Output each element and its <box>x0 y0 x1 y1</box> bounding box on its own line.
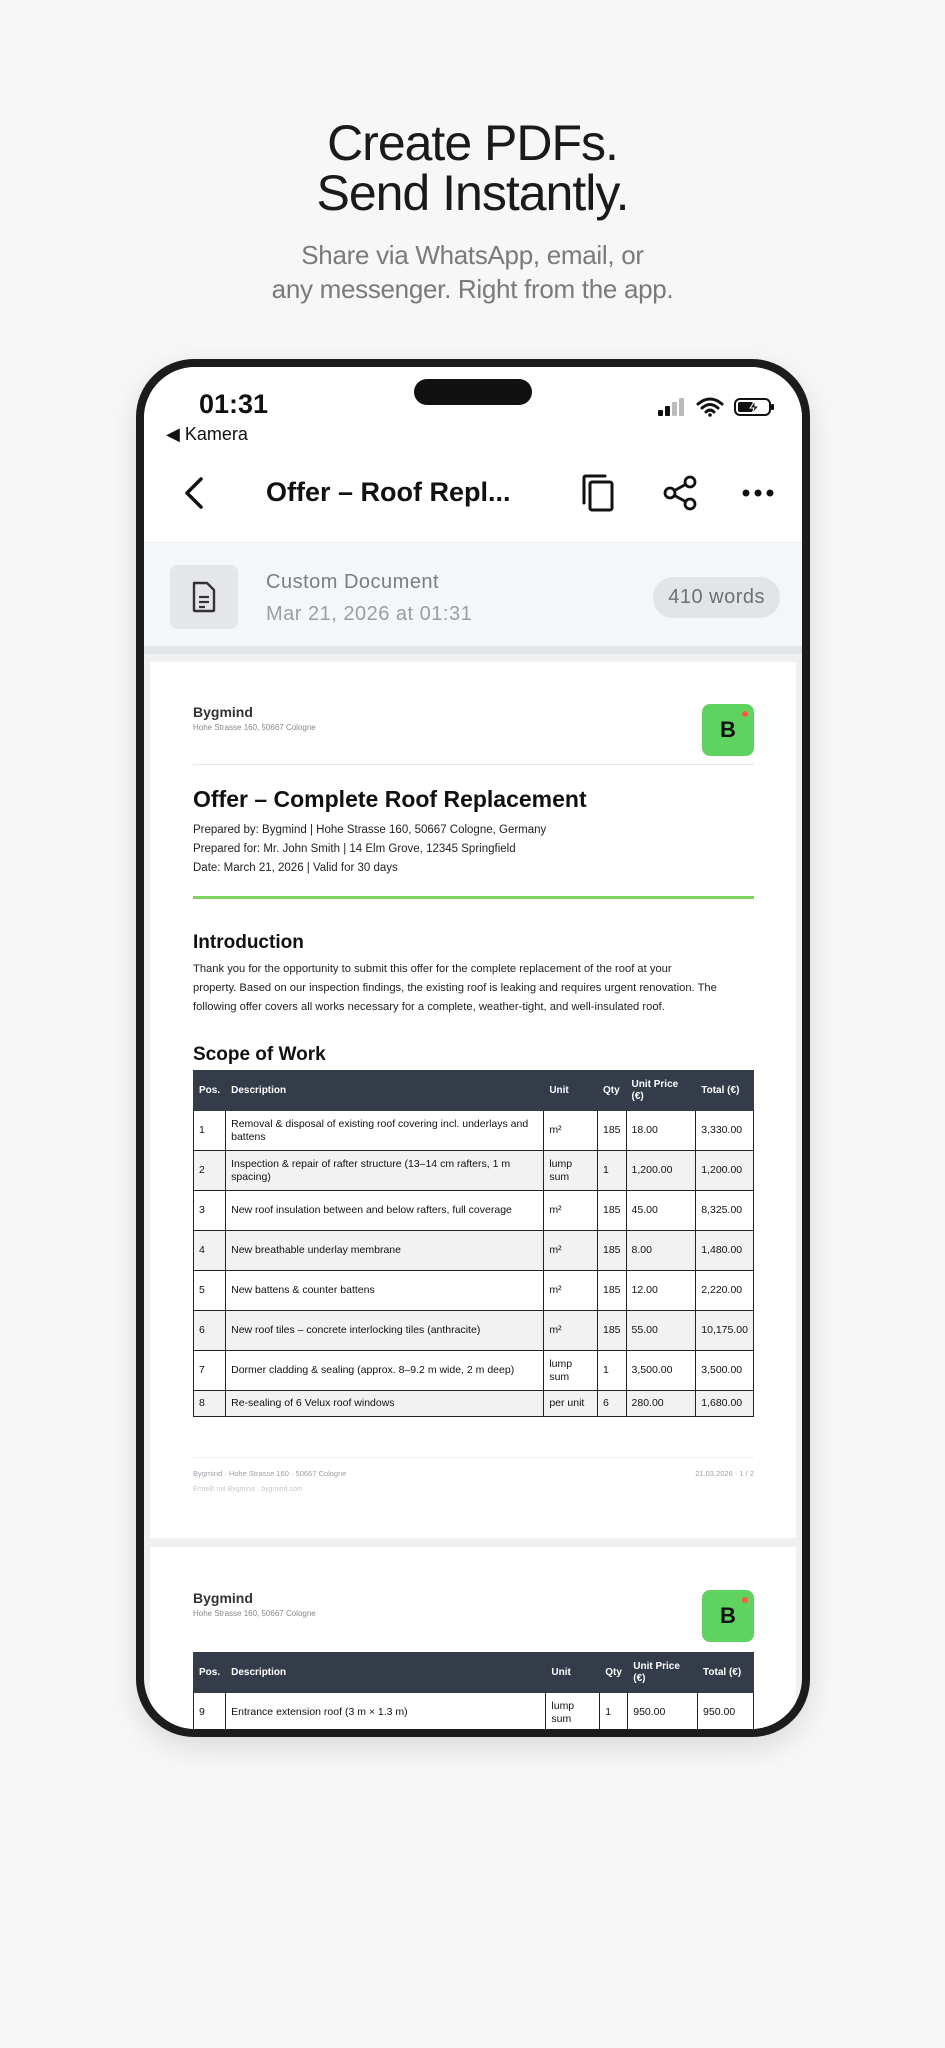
col-unit-price-header: Unit Price (€) <box>626 1071 696 1111</box>
cell-unit-price: 1,200.00 <box>626 1151 696 1191</box>
cell-description: Dormer cladding & sealing (approx. 8–9.2 m wide, 2 m deep) <box>226 1351 544 1391</box>
company-address: Hohe Strasse 160, 50667 Cologne <box>193 723 316 732</box>
status-time: 01:31 <box>199 389 269 419</box>
chevron-left-icon <box>182 475 206 511</box>
cell-pos: 9 <box>194 1693 226 1730</box>
table-row <box>194 1351 754 1391</box>
prepared-by: Prepared by: Bygmind | Hohe Strasse 160, 50667 Cologne, Germany <box>193 824 547 836</box>
col-description-header: Description <box>226 1653 546 1693</box>
cell-qty: 185 <box>598 1311 627 1351</box>
table-row <box>194 1231 754 1271</box>
table-row <box>194 1311 754 1351</box>
col-description-header: Description <box>226 1071 544 1111</box>
footer-divider <box>193 1457 754 1458</box>
offer-date: Date: March 21, 2026 | Valid for 30 days <box>193 862 398 874</box>
cell-qty: 185 <box>598 1271 627 1311</box>
more-options-button[interactable] <box>728 463 788 523</box>
table-header-row <box>194 1071 754 1111</box>
cell-pos: 5 <box>194 1271 226 1311</box>
cell-unit: m² <box>544 1231 598 1271</box>
cell-description: Removal & disposal of existing roof covering incl. underlays and battens <box>226 1111 544 1151</box>
table-row <box>194 1191 754 1231</box>
introduction-line: Thank you for the opportunity to submit this offer for the complete replacement of the roof at your <box>193 963 672 975</box>
col-pos-header: Pos. <box>194 1653 226 1693</box>
document-type: Custom Document <box>266 571 440 593</box>
cell-unit: m² <box>544 1111 598 1151</box>
cell-pos: 4 <box>194 1231 226 1271</box>
cell-qty: 185 <box>598 1111 627 1151</box>
cell-unit: lump sum <box>544 1351 598 1391</box>
col-pos-header: Pos. <box>194 1071 226 1111</box>
table-row <box>194 1271 754 1311</box>
company-logo-letter: B <box>720 717 736 742</box>
cell-qty: 185 <box>598 1231 627 1271</box>
cell-total: 950.00 <box>698 1693 754 1730</box>
share-icon <box>662 475 698 511</box>
introduction-line: following offer covers all works necessary for a complete, weather-tight, and well-insulated roof. <box>193 1001 665 1013</box>
table-row <box>194 1151 754 1191</box>
page-footer <box>193 1469 754 1478</box>
offer-heading-block <box>193 786 754 878</box>
cell-unit-price: 3,500.00 <box>626 1351 696 1391</box>
cell-qty: 1 <box>598 1151 627 1191</box>
page-header <box>193 1590 754 1646</box>
cell-unit-price: 45.00 <box>626 1191 696 1231</box>
cell-total: 2,220.00 <box>696 1271 754 1311</box>
logo-dot <box>742 1597 748 1603</box>
cell-pos: 1 <box>194 1111 226 1151</box>
cellular-signal-icon <box>658 398 686 416</box>
accent-rule <box>193 896 754 899</box>
header-divider <box>193 764 754 765</box>
hero-section <box>0 115 945 306</box>
col-unit-header: Unit <box>546 1653 600 1693</box>
cell-description: Re-sealing of 6 Velux roof windows <box>226 1391 544 1417</box>
company-logo <box>702 1590 754 1642</box>
table-row <box>194 1111 754 1151</box>
table-header-row <box>194 1653 754 1693</box>
cell-total: 3,500.00 <box>696 1351 754 1391</box>
cell-description: New roof tiles – concrete interlocking tiles (anthracite) <box>226 1311 544 1351</box>
phone-frame <box>136 359 810 1737</box>
hero-subtitle <box>0 238 945 306</box>
document-icon <box>170 565 238 629</box>
status-bar <box>144 367 802 447</box>
cell-unit: lump sum <box>544 1151 598 1191</box>
col-qty-header: Qty <box>600 1653 628 1693</box>
cell-unit-price: 18.00 <box>626 1111 696 1151</box>
hero-subtitle-line1: Share via WhatsApp, email, or <box>301 240 644 270</box>
company-logo-letter: B <box>720 1603 736 1628</box>
cell-unit: per unit <box>544 1391 598 1417</box>
cell-unit-price: 55.00 <box>626 1311 696 1351</box>
scope-table-continued <box>193 1652 754 1729</box>
cell-qty: 1 <box>600 1693 628 1730</box>
nav-bar <box>144 447 802 541</box>
col-total-header: Total (€) <box>696 1071 754 1111</box>
offer-title: Offer – Complete Roof Replacement <box>193 786 587 812</box>
introduction-line: property. Based on our inspection findings, the existing roof is leaking and requires urgent renovation. The <box>193 982 717 994</box>
cell-pos: 3 <box>194 1191 226 1231</box>
back-button[interactable] <box>164 463 224 523</box>
cell-unit-price: 12.00 <box>626 1271 696 1311</box>
wifi-icon <box>696 397 724 417</box>
cell-pos: 8 <box>194 1391 226 1417</box>
more-horizontal-icon <box>742 488 774 498</box>
cell-description: Inspection & repair of rafter structure (13–14 cm rafters, 1 m spacing) <box>226 1151 544 1191</box>
cell-qty: 6 <box>598 1391 627 1417</box>
share-button[interactable] <box>650 463 710 523</box>
cell-pos: 2 <box>194 1151 226 1191</box>
cell-description: Entrance extension roof (3 m × 1.3 m) <box>226 1693 546 1730</box>
phone-screen <box>144 367 802 1729</box>
nav-title: Offer – Roof Repl... <box>266 477 511 507</box>
scope-heading: Scope of Work <box>193 1044 326 1065</box>
cell-total: 1,680.00 <box>696 1391 754 1417</box>
back-to-app-link[interactable]: ◀ Kamera <box>166 424 248 444</box>
cell-qty: 185 <box>598 1191 627 1231</box>
col-total-header: Total (€) <box>698 1653 754 1693</box>
cell-total: 1,480.00 <box>696 1231 754 1271</box>
col-unit-price-header: Unit Price (€) <box>628 1653 698 1693</box>
logo-dot <box>742 711 748 717</box>
battery-charging-icon <box>734 397 776 417</box>
cell-total: 8,325.00 <box>696 1191 754 1231</box>
status-icons <box>658 397 776 417</box>
cell-unit: m² <box>544 1191 598 1231</box>
company-logo <box>702 704 754 756</box>
cell-unit: m² <box>544 1311 598 1351</box>
cell-total: 10,175.00 <box>696 1311 754 1351</box>
footer-page-number: 21.03.2026 · 1 / 2 <box>695 1469 754 1478</box>
table-row <box>194 1693 754 1730</box>
col-unit-header: Unit <box>544 1071 598 1111</box>
cell-unit: lump sum <box>546 1693 600 1730</box>
copy-button[interactable] <box>568 463 628 523</box>
scope-section <box>193 1044 754 1417</box>
document-info-bar <box>144 541 802 654</box>
company-address: Hohe Strasse 160, 50667 Cologne <box>193 1609 316 1618</box>
document-date: Mar 21, 2026 at 01:31 <box>266 603 473 625</box>
introduction-text <box>193 960 754 1017</box>
table-row <box>194 1391 754 1417</box>
hero-title-line1: Create PDFs. <box>327 115 618 171</box>
col-qty-header: Qty <box>598 1071 627 1111</box>
introduction-section <box>193 932 754 1017</box>
cell-total: 3,330.00 <box>696 1111 754 1151</box>
company-name: Bygmind <box>193 704 253 720</box>
cell-description: New battens & counter battens <box>226 1271 544 1311</box>
introduction-heading: Introduction <box>193 932 304 953</box>
cell-unit-price: 8.00 <box>626 1231 696 1271</box>
company-name: Bygmind <box>193 1590 253 1606</box>
copy-icon <box>580 473 616 513</box>
cell-qty: 1 <box>598 1351 627 1391</box>
word-count-badge: 410 words <box>653 577 780 618</box>
cell-unit: m² <box>544 1271 598 1311</box>
page-header <box>193 704 754 760</box>
hero-title <box>0 115 945 221</box>
dynamic-island <box>414 379 532 405</box>
pdf-page-1 <box>150 662 796 1538</box>
cell-pos: 6 <box>194 1311 226 1351</box>
cell-description: New roof insulation between and below rafters, full coverage <box>226 1191 544 1231</box>
cell-pos: 7 <box>194 1351 226 1391</box>
footer-sub: Erstellt mit Bygmind · bygmind.com <box>193 1486 303 1493</box>
hero-subtitle-line2: any messenger. Right from the app. <box>271 274 674 304</box>
prepared-for: Prepared for: Mr. John Smith | 14 Elm Grove, 12345 Springfield <box>193 843 516 855</box>
cell-description: New breathable underlay membrane <box>226 1231 544 1271</box>
pdf-page-2 <box>150 1547 796 1729</box>
cell-unit-price: 950.00 <box>628 1693 698 1730</box>
hero-title-line2: Send Instantly. <box>316 165 629 221</box>
scope-table <box>193 1070 754 1417</box>
cell-unit-price: 280.00 <box>626 1391 696 1417</box>
scope-table-continued-block <box>193 1652 754 1729</box>
footer-left: Bygmind · Hohe Strasse 160 · 50667 Cologne <box>193 1469 347 1478</box>
cell-total: 1,200.00 <box>696 1151 754 1191</box>
